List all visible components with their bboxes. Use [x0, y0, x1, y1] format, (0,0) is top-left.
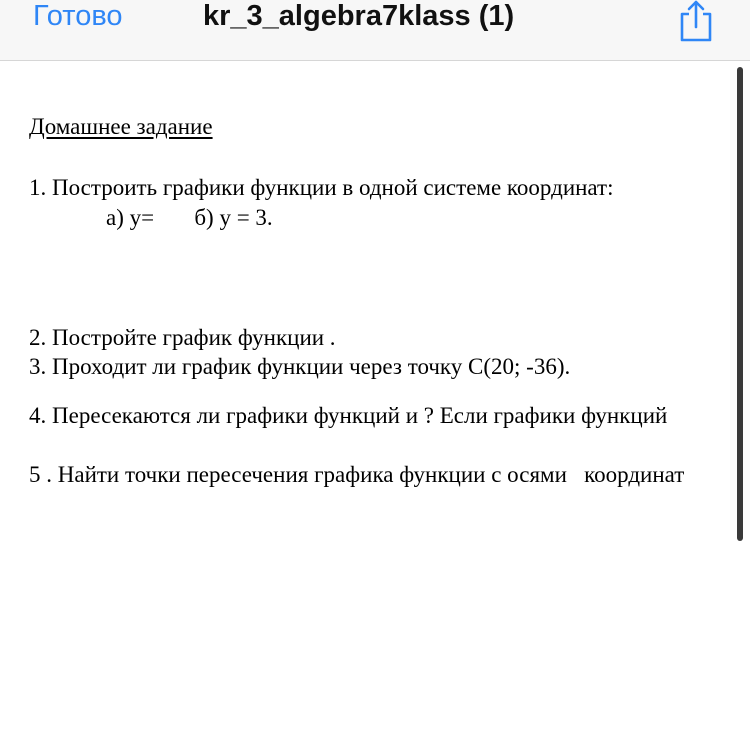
vertical-scrollbar[interactable]: [737, 67, 743, 541]
done-button[interactable]: Готово: [33, 0, 123, 32]
task-1-parts: а) у= б) у = 3.: [106, 205, 273, 230]
top-navigation-bar: [0, 0, 750, 61]
task-2: 2. Постройте график функции .: [29, 325, 336, 350]
share-icon[interactable]: [676, 0, 716, 42]
document-page[interactable]: [0, 61, 750, 750]
task-1: 1. Построить графики функции в одной системе координат:: [29, 175, 614, 200]
task-4: 4. Пересекаются ли графики функций и ? Если графики функций: [29, 403, 668, 428]
task-5: 5 . Найти точки пересечения графика функции с осями координат: [29, 462, 685, 487]
task-3: 3. Проходит ли график функции через точку С(20; -36).: [29, 354, 571, 379]
document-title: kr_3_algebra7klass (1): [203, 0, 515, 32]
homework-heading: Домашнее задание: [29, 114, 213, 139]
